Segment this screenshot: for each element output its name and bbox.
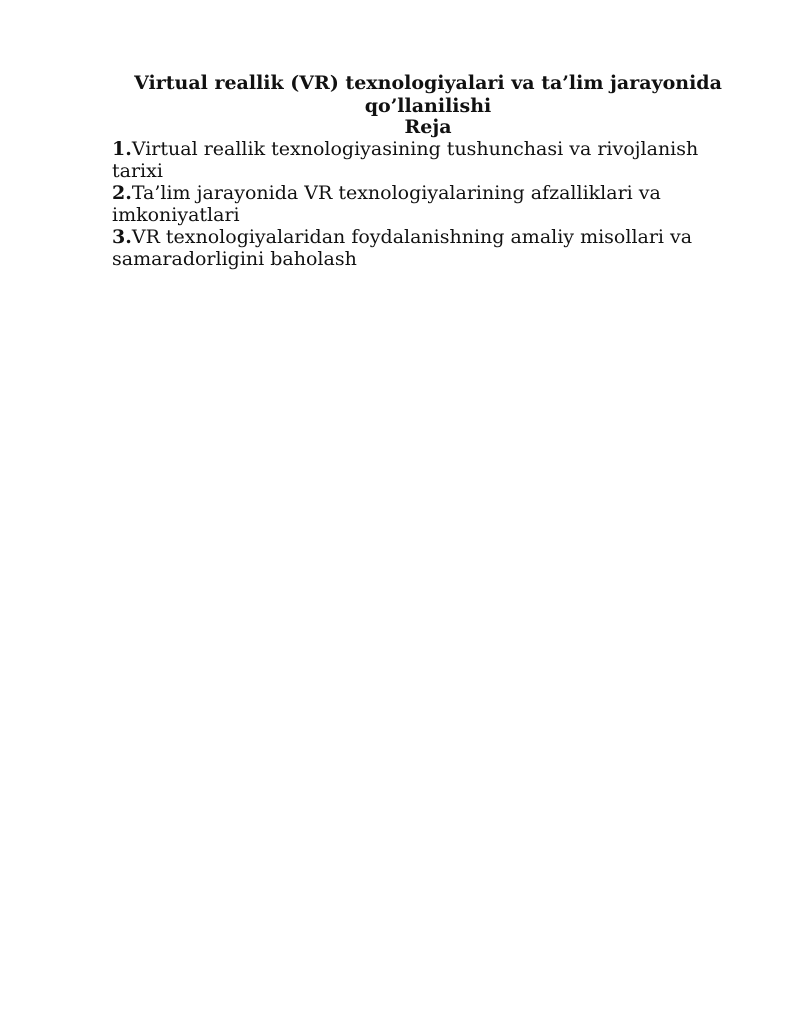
plan-item-number: 1. [112,138,132,160]
plan-item [112,226,752,270]
document-title: Virtual reallik (VR) texnologiyalari va ta’lim jarayonida qo’llanilishi [134,72,722,117]
plan-item-text: Virtual reallik texnologiyasining tushunchasi va rivojlanish tarixi [112,138,699,182]
plan-item-number: 3. [112,226,132,248]
plan-item-text: VR texnologiyalaridan foydalanishning amaliy misollari va samaradorligini baholash [112,226,693,270]
plan-item-number: 2. [112,182,132,204]
plan-list [112,138,752,270]
plan-item [112,182,752,226]
plan-item-text: Ta’lim jarayonida VR texnologiyalarining afzalliklari va imkoniyatlari [112,182,661,226]
plan-heading: Reja [404,116,452,138]
plan-item [112,138,752,182]
